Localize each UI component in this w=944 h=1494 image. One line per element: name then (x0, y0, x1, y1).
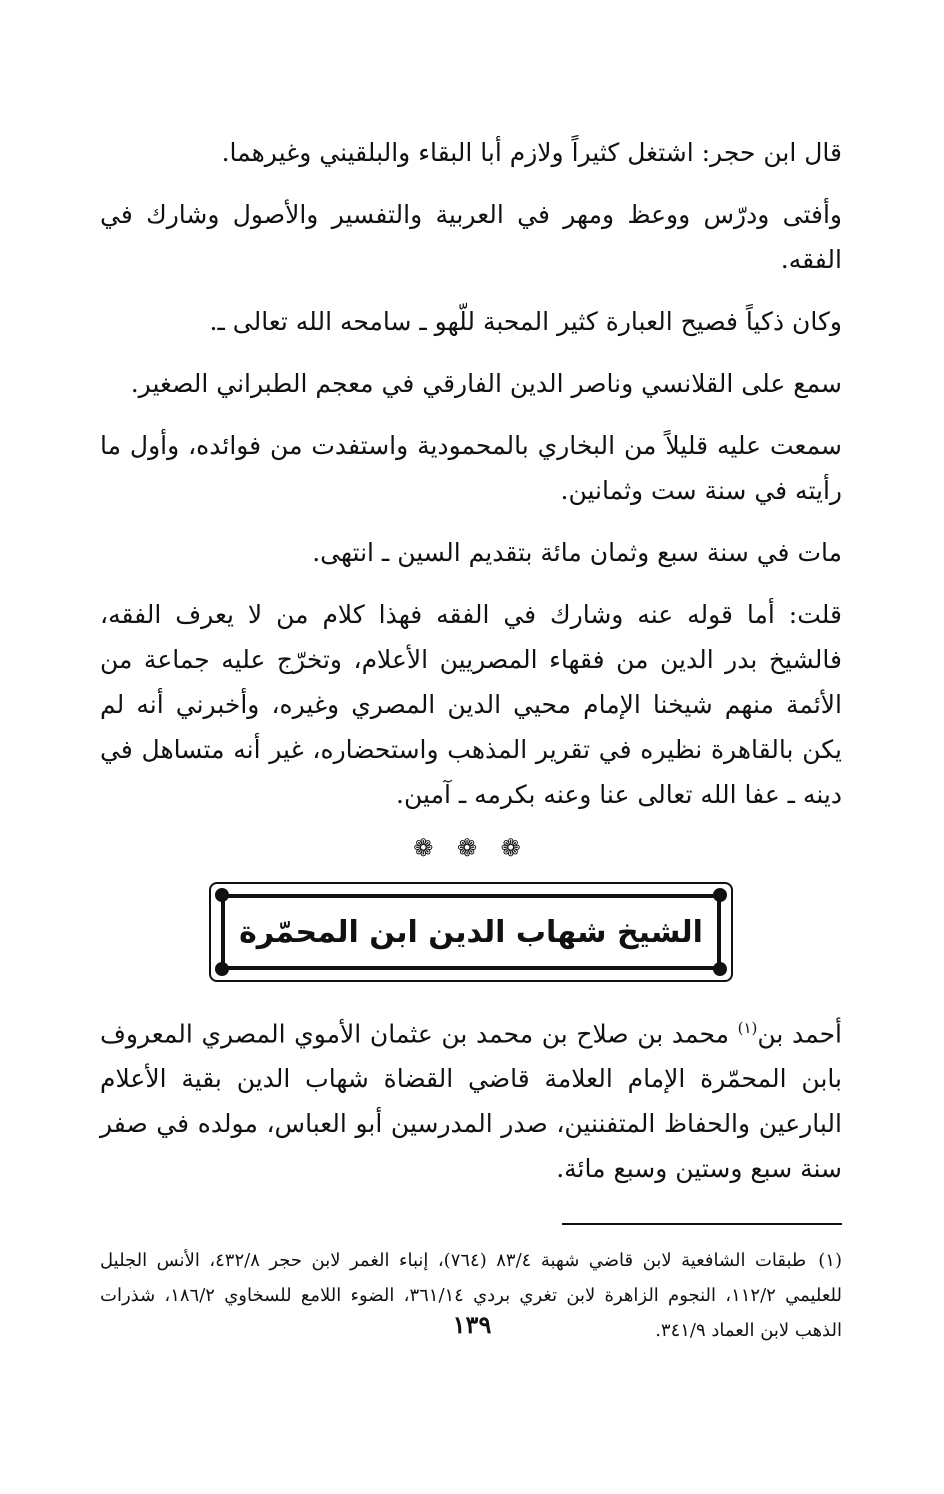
footnote-number: (١) (818, 1250, 842, 1272)
frame-corner (713, 962, 727, 976)
bio-start: أحمد بن (757, 1019, 842, 1049)
paragraph-3: وكان ذكياً فصيح العبارة كثير المحبة للّهو ـ سامحه الله تعالى ـ. (209, 307, 842, 336)
paragraph-1: قال ابن حجر: اشتغل كثيراً ولازم أبا البقاء والبلقيني وغيرهما. (221, 138, 842, 167)
frame-corner (215, 962, 229, 976)
section-title-frame (209, 882, 733, 982)
paragraph-2: وأفتى ودرّس ووعظ ومهر في العربية والتفسير والأصول وشارك في الفقه. (100, 200, 842, 274)
page-number: ١٣٩ (452, 1310, 492, 1339)
section-title: الشيخ شهاب الدين ابن المحمّرة (239, 914, 703, 950)
paragraph-6: مات في سنة سبع وثمان مائة بتقديم السين ـ انتهى. (312, 538, 842, 567)
paragraph-5: سمعت عليه قليلاً من البخاري بالمحمودية واستفدت من فوائده، وأول ما رأيته في سنة ست وثمانين. (100, 431, 842, 505)
frame-corner (215, 888, 229, 902)
frame-corner (713, 888, 727, 902)
bio-rest: محمد بن صلاح بن محمد بن عثمان الأموي المصري المعروف بابن المحمّرة الإمام العلامة قاضي القضاة شهاب الدين بقية الأعلام البارعين والحفاظ المتفننين، صدر المدرسين أبو العباس، مولده في صفر سنة سبع وستين وسبع مائة. (100, 1019, 842, 1184)
paragraph-7: قلت: أما قوله عنه وشارك في الفقه فهذا كلام من لا يعرف الفقه، فالشيخ بدر الدين من فقهاء المصريين الأعلام، وتخرّج عليه جماعة من الأئمة منهم شيخنا الإمام محيي الدين المصري وغيره، وأخبرني أنه لم يكن بالقاهرة نظيره في تقرير المذهب واستحضاره، غير أنه متساهل في دينه ـ عفا الله تعالى عنا وعنه بكرمه ـ آمين. (100, 600, 842, 809)
section-divider-ornament: ❁ ❁ ❁ (413, 834, 529, 862)
paragraph-4: سمع على القلانسي وناصر الدين الفارقي في معجم الطبراني الصغير. (130, 369, 842, 398)
page-body (100, 130, 842, 1366)
footnote-separator (562, 1223, 842, 1225)
biography-paragraph (100, 1006, 842, 1191)
footnote-text: طبقات الشافعية لابن قاضي شهبة ٨٣/٤ (٧٦٤)، إنباء الغمر لابن حجر ٤٣٢/٨، الأنس الجليل للعليمي ١١٢/٢، النجوم الزاهرة لابن تغري بردي ٣٦١/١٤، الضوء اللامع للسخاوي ١٨٦/٢، شذرات الذهب لابن العماد ٣٤١/٩. (100, 1250, 842, 1342)
footnote-reference[interactable]: (١) (737, 1019, 758, 1037)
